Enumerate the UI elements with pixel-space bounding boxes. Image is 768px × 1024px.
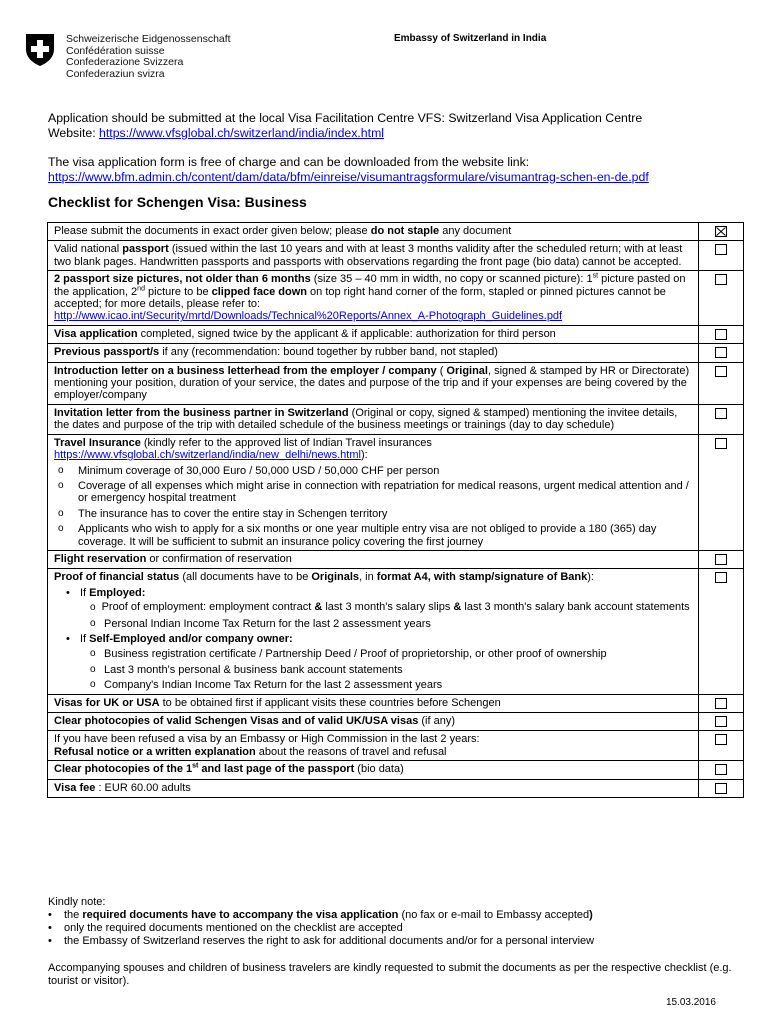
checkbox[interactable] (715, 764, 727, 775)
confed-line-de: Schweizerische Eidgenossenschaft (66, 33, 231, 45)
notes-section (48, 896, 748, 948)
table-row (48, 404, 744, 434)
checkbox[interactable] (715, 274, 727, 285)
document-date: 15.03.2016 (665, 997, 716, 1008)
row-text: Previous passport/s if any (recommendation: bound together by rubber band, not stapled) (48, 344, 699, 362)
list-item: o The insurance has to cover the entire stay in Schengen territory (58, 507, 388, 520)
row-text: If you have been refused a visa by an Embassy or High Commission in the last 2 years: Refusal notice or a written explanation about the reasons of travel and refusal (48, 731, 699, 761)
checkbox[interactable] (715, 716, 727, 727)
row-text: Valid national passport (issued within the last 10 years and with at least 3 months validity after the scheduled return; with at least two blank pages. Handwritten passports and passports with observations regarding the front page (bio data) cannot be accepted. (48, 241, 699, 271)
checkbox-cell (699, 731, 744, 761)
checkbox[interactable] (715, 329, 727, 340)
checkbox-cell (699, 694, 744, 712)
list-item: o Minimum coverage of 30,000 Euro / 50,000 USD / 50,000 CHF per person (58, 464, 440, 477)
embassy-title: Embassy of Switzerland in India (394, 33, 547, 44)
insurance-list-link[interactable]: https://www.vfsglobal.ch/switzerland/india/new_delhi/news.html (54, 449, 361, 462)
table-row (48, 362, 744, 404)
checkbox-cell (699, 713, 744, 731)
intro-website (48, 126, 748, 141)
checkbox-cell (699, 241, 744, 271)
list-item: • If Self-Employed and/or company owner: (66, 632, 293, 645)
list-item: o Proof of employment: employment contract & last 3 month's salary slips & last 3 month's salary bank account statements (90, 601, 690, 614)
checkbox-checked[interactable] (715, 226, 727, 237)
checkbox[interactable] (715, 734, 727, 745)
table-row (48, 550, 744, 568)
table-row (48, 325, 744, 343)
table-row (48, 569, 744, 694)
list-item: • the required documents have to accompany the visa application (no fax or e-mail to Embassy accepted) (48, 909, 593, 921)
website-label: Website: (48, 126, 100, 140)
table-row (48, 434, 744, 550)
checkbox-cell (699, 569, 744, 694)
row-text: Invitation letter from the business partner in Switzerland (Original or copy, signed & stamped) mentioning the invitee details, the dates and purpose of the trip with detailed schedule of the business meetings or trainings (day to day schedule) (48, 404, 699, 434)
table-row (48, 223, 744, 241)
form-link-line (48, 170, 748, 185)
checkbox-cell (699, 325, 744, 343)
checkbox-cell (699, 223, 744, 241)
checkbox-cell (699, 761, 744, 779)
list-item: • the Embassy of Switzerland reserves the right to ask for additional documents and/or for a personal interview (48, 935, 595, 947)
checkbox[interactable] (715, 347, 727, 358)
checkbox[interactable] (715, 572, 727, 583)
row-text: Travel Insurance (kindly refer to the approved list of Indian Travel insurances https://www.vfsglobal.ch/switzerland/india/new_delhi/news.html): o Minimum coverage of 30,000 Euro / 50,000 USD / 50,000 CHF per person o Coverage of all expenses which might arise in connection with repatriation for medical reasons, urgent medical attention and / or emergency hospital treatment o The insurance has to cover the entire stay in Schengen territory o Applicants who wish to apply for a six months or one year multiple entry visa are not obliged to provide a 180 (365) day coverage. It will be sufficient to submit an insurance policy covering the first journey (48, 434, 699, 550)
row-text: Clear photocopies of valid Schengen Visas and of valid UK/USA visas (if any) (48, 713, 699, 731)
row-text: Introduction letter on a business letterhead from the employer / company ( Original, signed & stamped by HR or Directorate) mentioning your position, duration of your service, the dates and purpose of the trip and if your expenses are being covered by the employer/company (48, 362, 699, 404)
form-info: The visa application form is free of charge and can be downloaded from the website link: (48, 155, 530, 169)
list-item: o Applicants who wish to apply for a six months or one year multiple entry visa are not obliged to provide a 180 (365) day coverage. It will be sufficient to submit an insurance policy covering the first journey (58, 523, 657, 548)
checkbox-cell (699, 779, 744, 797)
intro-section (48, 111, 748, 185)
photo-guidelines-link[interactable]: http://www.icao.int/Security/mrtd/Downloads/Technical%20Reports/Annex_A-Photograph_Guidelines.pdf (54, 310, 563, 323)
notes-title: Kindly note: (48, 896, 106, 908)
checkbox-cell (699, 434, 744, 550)
row-text: Proof of financial status (all documents have to be Originals, in format A4, with stamp/signature of Bank): • If Employed: o Proof of employment: employment contract & last 3 month's salary slips & last 3 month's salary bank account statements o Personal Indian Income Tax Return for the last 2 assessment years • If Self-Employed and/or company owner: o Business registration certificate / Partnership Deed / Proof of proprietorship, or other proof of ownership o Last 3 month's personal & business bank account statements o Company's Indian Income Tax Return for the last 2 assessment years (48, 569, 699, 694)
row-text: 2 passport size pictures, not older than 6 months (size 35 – 40 mm in width, no copy or scanned picture): 1st picture pasted on the application, 2nd picture to be clipped face down on top right hand corner of the form, stapled or pinned pictures cannot be accepted; for more details, please refer to: http://www.icao.int/Security/mrtd/Downloads/Technical%20Reports/Annex_A-Photograph_Guidelines.pdf (48, 271, 699, 326)
table-row (48, 271, 744, 326)
checkbox[interactable] (715, 783, 727, 794)
list-item: o Company's Indian Income Tax Return for the last 2 assessment years (90, 679, 443, 692)
row-text: Clear photocopies of the 1st and last page of the passport (bio data) (48, 761, 699, 779)
checkbox-cell (699, 344, 744, 362)
list-item: o Personal Indian Income Tax Return for the last 2 assessment years (90, 617, 431, 630)
table-row (48, 779, 744, 797)
checklist-table (47, 222, 744, 798)
confed-line-rm: Confederaziun svizra (66, 67, 165, 80)
table-row (48, 241, 744, 271)
checkbox[interactable] (715, 554, 727, 565)
list-item: • only the required documents mentioned on the checklist are accepted (48, 922, 403, 934)
list-item: o Business registration certificate / Partnership Deed / Proof of proprietorship, or other proof of ownership (90, 648, 607, 661)
table-row (48, 344, 744, 362)
intro-line: Application should be submitted at the local Visa Facilitation Centre VFS: Switzerland Visa Application Centre (48, 111, 643, 125)
checkbox[interactable] (715, 244, 727, 255)
accompanying-note: Accompanying spouses and children of business travelers are kindly requested to submit the documents as per the respective checklist (e.g. tourist or visitor). (48, 962, 732, 987)
confed-line-fr: Confédération suisse (66, 44, 165, 57)
application-form-link[interactable]: https://www.bfm.admin.ch/content/dam/data/bfm/einreise/visumantragsformulare/visumantrag-schen-en-de.pdf (48, 170, 649, 184)
table-row (48, 731, 744, 761)
checkbox-cell (699, 271, 744, 326)
confed-line-it: Confederazione Svizzera (66, 56, 184, 68)
list-item: • If Employed: (66, 586, 146, 599)
list-item: o Last 3 month's personal & business bank account statements (90, 663, 403, 676)
row-text: Visa fee : EUR 60.00 adults (48, 779, 699, 797)
confederation-names (66, 34, 231, 80)
checkbox-cell (699, 404, 744, 434)
table-row (48, 694, 744, 712)
row-text: Visas for UK or USA to be obtained first if applicant visits these countries before Schengen (48, 694, 699, 712)
row-text: Visa application completed, signed twice by the applicant & if applicable: authorization for third person (48, 325, 699, 343)
checkbox-cell (699, 550, 744, 568)
table-row (48, 713, 744, 731)
checkbox[interactable] (715, 408, 727, 419)
checkbox[interactable] (715, 698, 727, 709)
row-text: Flight reservation or confirmation of reservation (48, 550, 699, 568)
vfs-website-link[interactable]: https://www.vfsglobal.ch/switzerland/india/index.html (99, 126, 385, 140)
checkbox[interactable] (715, 366, 727, 377)
table-row (48, 761, 744, 779)
row-text: Please submit the documents in exact order given below; please do not staple any document (48, 223, 699, 241)
swiss-crest-icon (25, 33, 55, 67)
page-title: Checklist for Schengen Visa: Business (48, 194, 307, 210)
checkbox[interactable] (715, 438, 727, 449)
list-item: o Coverage of all expenses which might arise in connection with repatriation for medical reasons, urgent medical attention and / or emergency hospital treatment (58, 479, 689, 505)
checkbox-cell (699, 362, 744, 404)
